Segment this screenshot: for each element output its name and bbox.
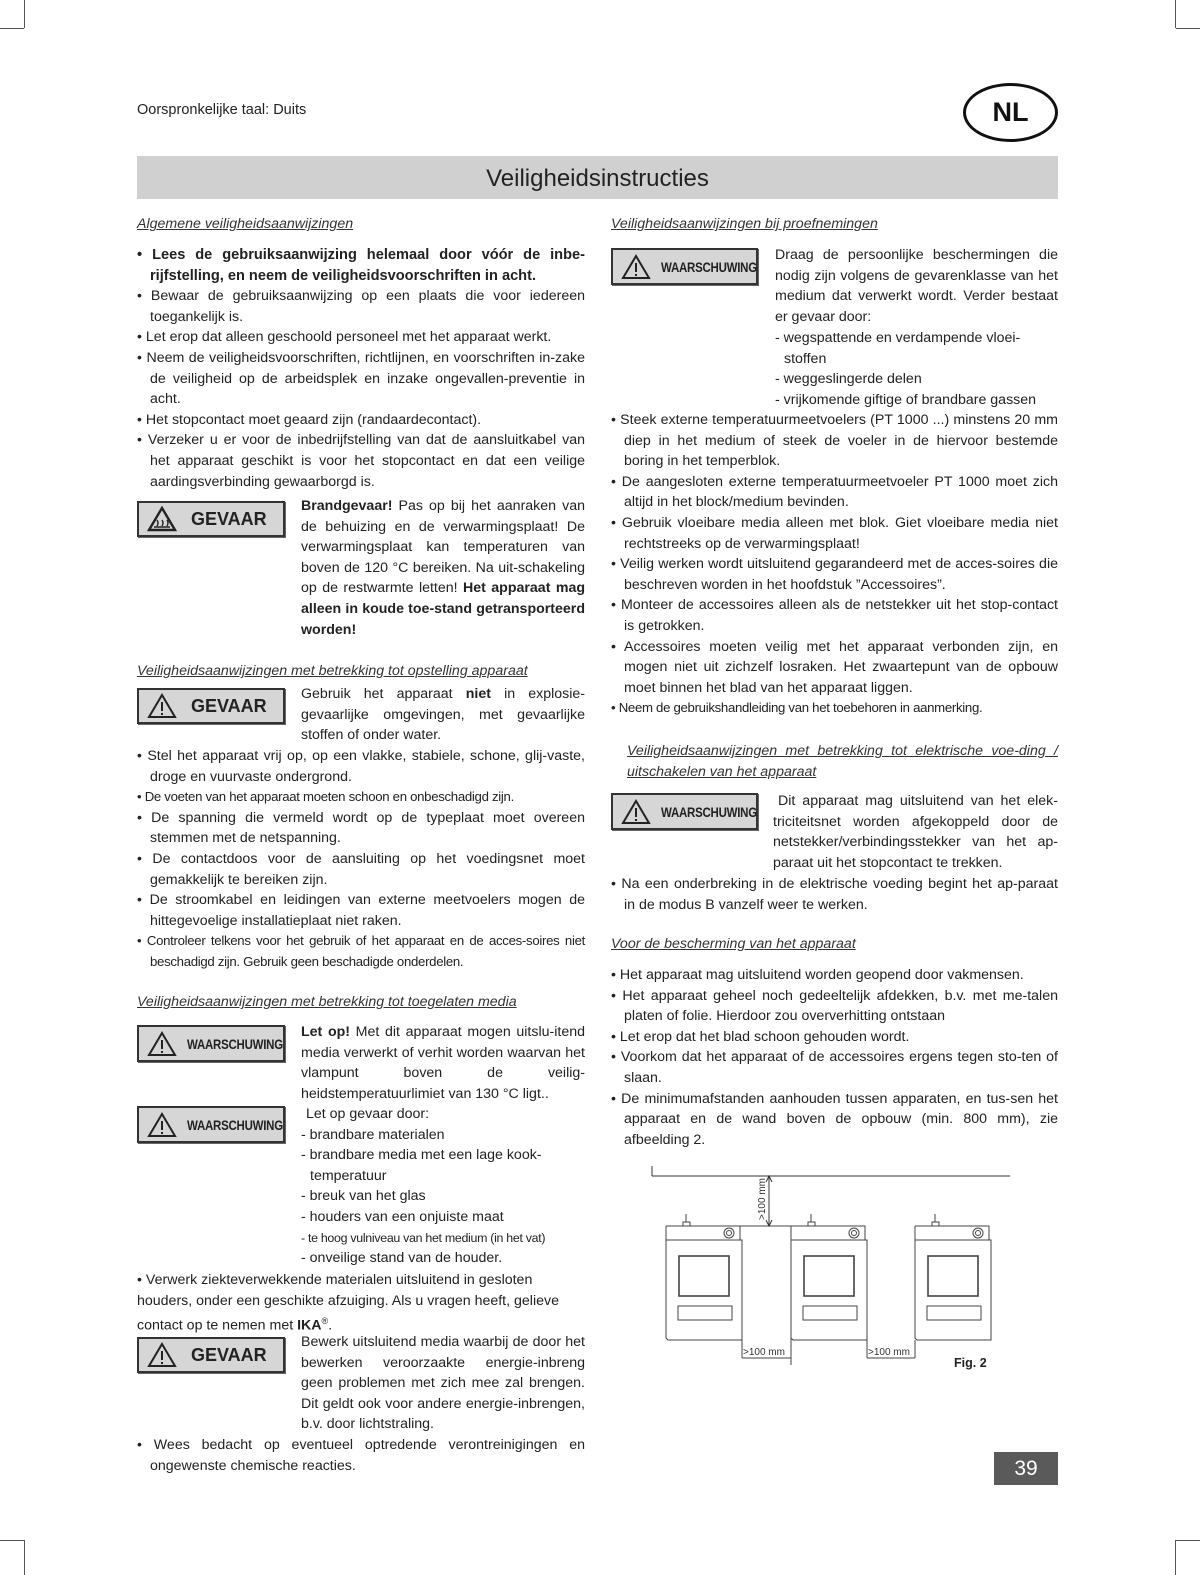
hazard-list [775, 328, 1058, 410]
bold-text: Let op! [301, 1024, 351, 1040]
list-item: - onveilige stand van de houder. [301, 1250, 503, 1267]
list-item: • Na een onderbreking in de elektrische voeding begint het ap-paraat in de modus B vanzelf weer te werken. [611, 874, 1058, 915]
warning-label-text: WAARSCHUWING [661, 803, 757, 820]
crop-mark [1175, 0, 1176, 28]
crop-mark [1175, 1540, 1176, 1575]
energy-warning-text: Bewerk uitsluitend media waarbij de door het bewerken veroorzaakte energie-inbreng geen problemen met zich mee zal brengen. Dit geldt ook voor andere energie-inbrengen, b.v. door lichtstraling. [301, 1334, 585, 1433]
list-item: • Wees bedacht op eventueel optredende verontreinigingen en ongewenste chemische reacties. [137, 1435, 585, 1476]
warning-label [611, 248, 758, 285]
bold-text: Brandgevaar! [301, 498, 393, 514]
crop-mark [1176, 28, 1200, 29]
media-warning-text [301, 1022, 585, 1104]
hazard-list [301, 1104, 585, 1269]
list-item: • Het stopcontact moet geaard zijn (randaardecontact). [137, 410, 585, 431]
list-item: • Bewaar de gebruiksaanwijzing op een plaats die voor iedereen toegankelijk is. [137, 286, 585, 327]
section-heading: Veiligheidsaanwijzingen bij proefnemingen [611, 216, 878, 232]
list-item: • Accessoires moeten veilig met het apparaat verbonden zijn, en mogen niet uit zichzelf losraken. Het zwaartepunt van de opbouw moet binnen het blad van het apparaat liggen. [611, 637, 1058, 699]
list-item: • Gebruik vloeibare media alleen met blok. Giet vloeibare media niet rechtstreeks op de verwarmingsplaat! [611, 513, 1058, 554]
list-item: - vrijkomende giftige of brandbare gassen [775, 391, 1037, 408]
list-item: • Neem de gebruikshandleiding van het toebehoren in aanmerking. [611, 698, 1058, 719]
electrical-warning-text: Dit apparaat mag uitsluitend van het elek-triciteitsnet worden afgekoppeld door de netstekker/verbindingsstekker van het ap-paraat uit het stopcontact te trekken. [773, 793, 1058, 871]
dim-left-label: >100 mm [743, 1347, 785, 1358]
list-item: • Let erop dat het blad schoon gehouden wordt. [611, 1027, 1058, 1048]
list-item: - brandbare media met een lage kook-temperatuur [301, 1147, 542, 1184]
text: • Verwerk ziekteverwekkende materialen uitsluitend in gesloten houders, onder een geschikte afzuiging. Als u vragen heeft, gelieve contact op te nemen met [137, 1272, 559, 1334]
list-item: • Neem de veiligheidsvoorschriften, richtlijnen, en voorschriften in-zake de veiligheid op de arbeidsplek en inzake ongevallen-preventie in acht. [137, 348, 585, 410]
page-title: Veiligheidsinstructies [137, 156, 1058, 199]
list-item: - weggeslingerde delen [775, 371, 922, 388]
device [666, 1214, 742, 1340]
list-item: • Het apparaat mag uitsluitend worden geopend door vakmensen. [611, 965, 1058, 986]
text: Gebruik het apparaat [301, 686, 466, 702]
list-item: • Controleer telkens voor het gebruik of het apparaat en de acces-soires niet beschadigd zijn. Gebruik geen beschadigde onderdelen. [137, 931, 585, 972]
dim-top-label: >100 mm [757, 1178, 768, 1220]
device [915, 1214, 991, 1340]
list-item: • Stel het apparaat vrij op, op een vlakke, stabiele, schone, glij-vaste, droge en vuurvaste ondergrond. [137, 746, 585, 787]
warning-triangle-icon [147, 1031, 177, 1057]
section-general [137, 245, 585, 492]
protection-list [611, 965, 1058, 1150]
warning-triangle-icon [621, 254, 651, 280]
list-item: • Steek externe temperatuurmeetvoelers (PT 1000 ...) minstens 20 mm diep in het medium of steek de voeler in de hiervoor bestemde boring in het temperblok. [611, 410, 1058, 472]
bold-bullet: • Lees de gebruiksaanwijzing helemaal door vóór de inbe-rijfstelling, en neem de veiligheidsvoorschriften in acht. [137, 245, 585, 286]
warning-label-text: WAARSCHUWING [187, 1116, 283, 1133]
warning-triangle-icon [147, 1112, 177, 1138]
section-heading: Veiligheidsaanwijzingen met betrekking tot elektrische voe-ding / uitschakelen van het apparaat [627, 743, 1058, 780]
experiment-warning-text: Draag de persoonlijke beschermingen die nodig zijn volgens de gevarenklasse van het medium dat verwerkt wordt. Verder bestaat er gevaar door: [775, 247, 1058, 325]
list-item: • De contactdoos voor de aansluiting op het voedingsnet moet gemakkelijk te bereiken zijn. [137, 849, 585, 890]
list-item: • Voorkom dat het apparaat of de accessoires ergens tegen sto-ten of slaan. [611, 1047, 1058, 1088]
list-item: - houders van een onjuiste maat [301, 1208, 504, 1225]
dim-right-label: >100 mm [868, 1347, 910, 1358]
hot-surface-icon [147, 506, 177, 532]
list-item: • De spanning die vermeld wordt op de typeplaat moet overeen stemmen met de netspanning. [137, 808, 585, 849]
list-item: • Let erop dat alleen geschoold personeel met het apparaat werkt. [137, 327, 585, 348]
device [791, 1214, 867, 1340]
warning-triangle-icon [147, 693, 177, 719]
crop-mark [0, 28, 24, 29]
warning-label-text: WAARSCHUWING [661, 258, 757, 275]
list-item: • Veilig werken wordt uitsluitend gegarandeerd met de acces-soires die beschreven worden in het hoofdstuk ”Accessoires”. [611, 554, 1058, 595]
danger-label-text: GEVAAR [191, 695, 267, 716]
section-heading: Voor de bescherming van het apparaat [611, 936, 856, 952]
list-item: - wegspattende en verdampende vloei-stoffen [775, 330, 1021, 367]
fire-warning-text [301, 496, 585, 640]
list-item: • Monteer de accessoires alleen als de netstekker uit het stop-contact is getrokken. [611, 595, 1058, 636]
section-heading: Algemene veiligheidsaanwijzingen [137, 216, 354, 232]
figure-caption: Fig. 2 [954, 1356, 987, 1370]
warning-label-text: WAARSCHUWING [187, 1035, 283, 1052]
crop-mark [1176, 1540, 1200, 1541]
text: Met dit apparaat mogen uitslu-itend media verwerkt of verhit worden waarvan het vlampunt boven de veilig-heidstemperatuurlimiet van 130 °C ligt.. [301, 1024, 586, 1102]
danger-label [137, 688, 285, 724]
explosion-warning-text [301, 684, 585, 746]
language-note: Oorspronkelijke taal: Duits [137, 102, 307, 118]
danger-label-text: GEVAAR [191, 508, 267, 529]
country-badge: NL [963, 83, 1058, 142]
list-item: • De voeten van het apparaat moeten schoon en onbeschadigd zijn. [137, 787, 585, 808]
list-item: - breuk van het glas [301, 1188, 426, 1205]
text: Pas op bij het aanraken van de behuizing en de verwarmingsplaat! De verwarmingsplaat kan temperaturen van boven de 120 °C bereiken. Na uit-schakeling op de restwarmte letten! [301, 498, 585, 597]
list-item: • Het apparaat geheel noch gedeeltelijk afdekken, b.v. met me-talen platen of folie. Hierdoor zou oververhitting ontstaan [611, 986, 1058, 1027]
warning-label [611, 793, 758, 830]
list-item: • De minimumafstanden aanhouden tussen apparaten, en tus-sen het apparaat en de wand boven de opbouw (min. 800 mm), zie afbeelding 2. [611, 1089, 1058, 1151]
danger-label [137, 501, 285, 537]
section-heading: Veiligheidsaanwijzingen met betrekking tot toegelaten media [137, 994, 517, 1010]
warning-triangle-icon [147, 1342, 177, 1368]
warning-label [137, 1025, 285, 1062]
pathogen-paragraph: • Verwerk ziekteverwekkende materialen uitsluitend in gesloten houders, onder een geschikte afzuiging. Als u vragen heeft, gelieve contact op te nemen met IKA®. [137, 1272, 559, 1334]
list-item: - te hoog vulniveau van het medium (in het vat) [301, 1230, 546, 1245]
danger-label [137, 1337, 285, 1373]
hazard-intro: Let op gevaar door: [306, 1106, 430, 1122]
list-item: • Verzeker u er voor de inbedrijfstelling van dat de aansluitkabel van het apparaat geschikt is voor het stopcontact en dat een veilige aardingsverbinding gewaarborgd is. [137, 430, 585, 492]
crop-mark [24, 1540, 25, 1575]
warning-triangle-icon [621, 799, 651, 825]
setup-list [137, 746, 585, 973]
list-item: • De aangesloten externe temperatuurmeetvoeler PT 1000 moet zich altijd in het block/medium bevinden. [611, 472, 1058, 513]
text: in explosie-gevaarlijke omgevingen, met gevaarlijke stoffen of onder water. [301, 686, 585, 744]
crop-mark [24, 0, 25, 28]
bold-text: niet [465, 686, 491, 702]
warning-label [137, 1106, 285, 1143]
brand-name: IKA [297, 1317, 322, 1334]
figure-device-spacing [630, 1160, 1010, 1380]
list-item: - brandbare materialen [301, 1126, 445, 1143]
bold-text: Het apparaat mag alleen in koude toe-stand getransporteerd worden! [301, 580, 586, 638]
page-number: 39 [994, 1452, 1058, 1485]
list-item: • De stroomkabel en leidingen van externe meetvoelers mogen de hittegevoelige installatieplaat niet raken. [137, 890, 585, 931]
crop-mark [0, 1540, 24, 1541]
registered-mark: ® [321, 1316, 329, 1327]
section-heading: Veiligheidsaanwijzingen met betrekking tot opstelling apparaat [137, 663, 528, 679]
experiment-list [611, 410, 1058, 719]
danger-label-text: GEVAAR [191, 1344, 267, 1365]
